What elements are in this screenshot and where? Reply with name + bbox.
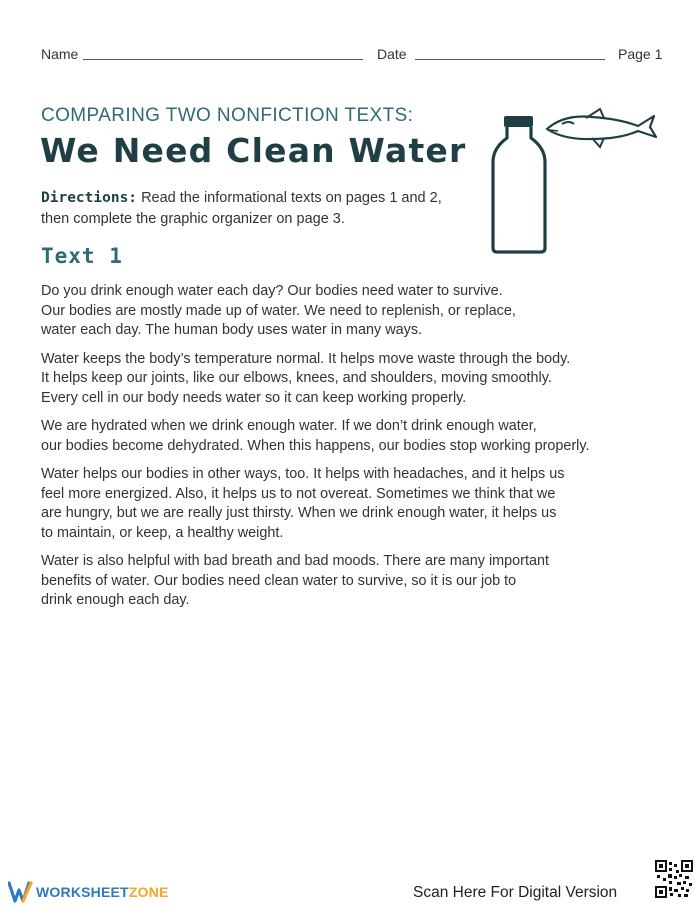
fish-icon bbox=[542, 108, 660, 152]
paragraph-line: Our bodies are mostly made up of water. We need to replenish, or replace, bbox=[41, 302, 516, 319]
paragraph-line: Every cell in our body needs water so it can keep working properly. bbox=[41, 389, 467, 406]
page-number: Page 1 bbox=[618, 46, 663, 62]
paragraph-line: It helps keep our joints, like our elbows, knees, and shoulders, moving smoothly. bbox=[41, 370, 552, 386]
page-title: We Need Clean Water bbox=[40, 131, 467, 170]
qr-code-icon[interactable] bbox=[655, 860, 693, 898]
paragraph-line: feel more energized. Also, it helps us to not overeat. Sometimes we think that we bbox=[41, 485, 556, 502]
name-label: Name bbox=[41, 46, 79, 62]
worksheet-zone-logo-icon bbox=[8, 880, 34, 904]
paragraph-line: our bodies become dehydrated. When this happens, our bodies stop working properly. bbox=[41, 437, 590, 454]
paragraph-line: benefits of water. Our bodies need clean water to survive, so it is our job to bbox=[41, 572, 517, 589]
title-kicker: COMPARING TWO NONFICTION TEXTS: bbox=[41, 105, 414, 126]
paragraph-5 bbox=[41, 552, 663, 611]
directions-label: Directions: bbox=[41, 190, 138, 206]
paragraph-line: Water keeps the body’s temperature normal. It helps move waste through the body. bbox=[41, 350, 571, 367]
paragraph-line: are hungry, but we are really just thirsty. When we drink enough water, it helps us bbox=[41, 505, 557, 521]
paragraph-1 bbox=[41, 282, 663, 341]
date-label: Date bbox=[377, 46, 407, 62]
paragraph-line: Do you drink enough water each day? Our bodies need water to survive. bbox=[41, 283, 503, 299]
paragraph-line: drink enough each day. bbox=[41, 592, 190, 608]
paragraph-3 bbox=[41, 417, 663, 456]
paragraph-2 bbox=[41, 350, 663, 409]
worksheet-zone-logo[interactable] bbox=[36, 884, 169, 900]
paragraph-line: Water helps our bodies in other ways, too. It helps with headaches, and it helps us bbox=[41, 466, 565, 482]
logo-word-worksheet: WORKSHEET bbox=[36, 884, 129, 900]
name-field-line[interactable] bbox=[83, 59, 363, 60]
paragraph-line: We are hydrated when we drink enough water. If we don’t drink enough water, bbox=[41, 418, 537, 434]
scan-instruction: Scan Here For Digital Version bbox=[413, 884, 618, 901]
paragraph-line: to maintain, or keep, a healthy weight. bbox=[41, 524, 284, 541]
header-row bbox=[41, 44, 663, 66]
section-heading-text-1: Text 1 bbox=[41, 244, 123, 268]
paragraph-4 bbox=[41, 465, 663, 543]
directions bbox=[41, 188, 481, 230]
directions-line-1: Read the informational texts on pages 1 and 2, bbox=[141, 190, 442, 206]
directions-line-2: then complete the graphic organizer on page 3. bbox=[41, 211, 345, 227]
paragraph-line: water each day. The human body uses water in many ways. bbox=[41, 322, 423, 338]
date-field-line[interactable] bbox=[415, 59, 605, 60]
paragraph-line: Water is also helpful with bad breath and bad moods. There are many important bbox=[41, 553, 549, 569]
text-1-body bbox=[41, 282, 663, 620]
logo-word-zone: ZONE bbox=[128, 884, 169, 900]
water-bottle-icon bbox=[488, 114, 550, 254]
